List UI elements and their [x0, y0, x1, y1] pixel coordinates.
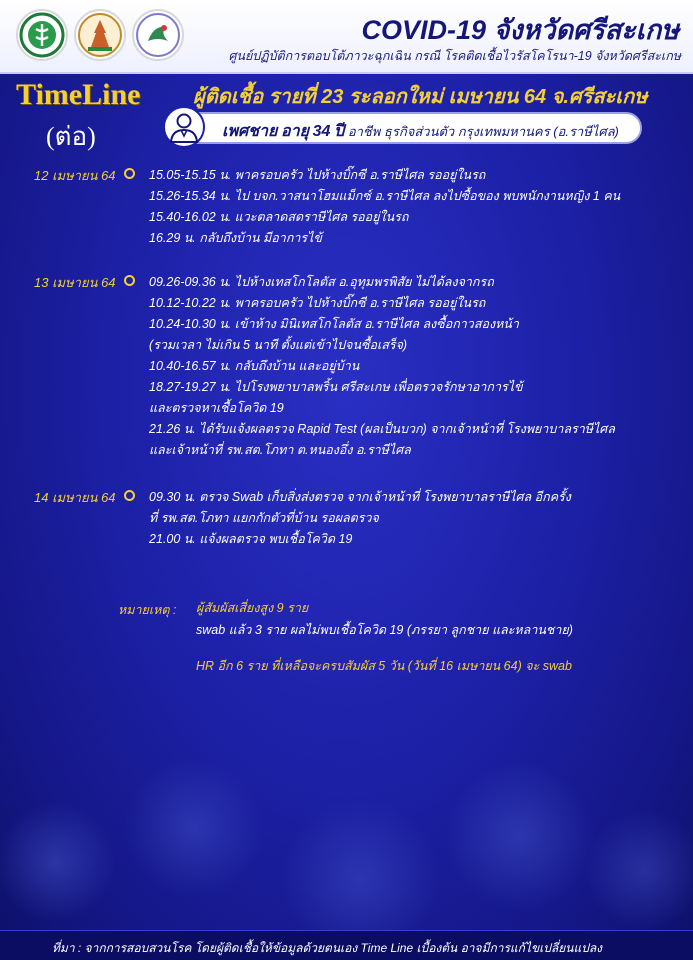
patient-age-label: อายุ	[281, 123, 309, 140]
timeline-event: 16.29 น. กลับถึงบ้าน มีอาการไข้	[149, 231, 322, 245]
timeline-event: 10.24-10.30 น. เข้าห้าง มินิเทสโกโลตัส อ.ราษีไศล ลงซื้อกาวสองหน้า	[149, 317, 519, 331]
timeline-event: และเจ้าหน้าที่ รพ.สต.โภทา ต.หนองอึ่ง อ.ราษีไศล	[149, 443, 411, 457]
timeline-event: 18.27-19.27 น. ไปโรงพยาบาลพริ้น ศรีสะเกษ เพื่อตรวจรักษาอาการไข้	[149, 380, 523, 394]
moph-logo-icon	[16, 9, 68, 61]
timeline-event: ที่ รพ.สต.โภทา แยกกักตัวที่บ้าน รอผลตรวจ	[149, 511, 379, 525]
timeline-event: 09.26-09.36 น. ไปห้างเทสโกโลตัส อ.อุทุมพรพิสัย ไม่ได้ลงจากรถ	[149, 275, 494, 289]
timeline-events	[149, 165, 689, 249]
timeline-dot-icon	[124, 275, 135, 286]
timeline-date: 12 เมษายน 64	[34, 168, 116, 183]
timeline-event: 21.00 น. แจ้งผลตรวจ พบเชื้อโควิด 19	[149, 532, 353, 546]
page-title: COVID-19 จังหวัดศรีสะเกษ	[361, 15, 679, 45]
note-line: swab แล้ว 3 ราย ผลไม่พบเชื้อโควิด 19 (ภรรยา ลูกชาย และหลานชาย)	[196, 623, 573, 637]
timeline-events	[149, 487, 689, 550]
health-office-logo-icon	[132, 9, 184, 61]
province-seal-icon	[74, 9, 126, 61]
timeline-event: 10.12-10.22 น. พาครอบครัว ไปห้างบิ๊กซี อ.ราษีไศล รออยู่ในรถ	[149, 296, 486, 310]
note-line: ผู้สัมผัสเสี่ยงสูง 9 ราย	[196, 601, 309, 615]
header	[0, 0, 693, 74]
person-avatar-icon	[163, 106, 205, 148]
patient-age-unit: ปี	[334, 123, 345, 140]
timeline-title: TimeLine	[16, 78, 141, 111]
page-subtitle: ศูนย์ปฏิบัติการตอบโต้ภาวะฉุกเฉิน กรณี โรคติดเชื้อไวรัสโคโรนา-19 จังหวัดศรีสะเกษ	[228, 49, 681, 63]
patient-occupation: อาชีพ ธุรกิจส่วนตัว กรุงเทพมหานคร (อ.ราษีไศล)	[347, 124, 619, 139]
timeline-date: 14 เมษายน 64	[34, 490, 116, 505]
patient-sex: เพศชาย	[222, 123, 278, 140]
patient-age: 34	[312, 123, 331, 140]
timeline-dot-icon	[124, 168, 135, 179]
timeline-event: 21.26 น. ได้รับแจ้งผลตรวจ Rapid Test (ผลเป็นบวก) จากเจ้าหน้าที่ โรงพยาบาลราษีไศล	[149, 422, 615, 436]
timeline-date: 13 เมษายน 64	[34, 275, 116, 290]
timeline-event: 15.40-16.02 น. แวะตลาดสดราษีไศล รออยู่ในรถ	[149, 210, 409, 224]
background-texture	[0, 760, 693, 930]
notes	[196, 597, 676, 677]
patient-case-title: ผู้ติดเชื้อ รายที่ 23 ระลอกใหม่ เมษายน 64 จ.ศรีสะเกษ	[193, 86, 648, 108]
timeline-event: และตรวจหาเชื้อโควิด 19	[149, 401, 284, 415]
timeline-event: 09.30 น. ตรวจ Swab เก็บสิ่งส่งตรวจ จากเจ้าหน้าที่ โรงพยาบาลราษีไศล อีกครั้ง	[149, 490, 571, 504]
timeline-event: 10.40-16.57 น. กลับถึงบ้าน และอยู่บ้าน	[149, 359, 360, 373]
timeline-event: 15.05-15.15 น. พาครอบครัว ไปห้างบิ๊กซี อ.ราษีไศล รออยู่ในรถ	[149, 168, 486, 182]
timeline-dot-icon	[124, 490, 135, 501]
timeline-event: 15.26-15.34 น. ไป บจก.วาสนาโฮมแม็กซ์ อ.ราษีไศล ลงไปซื้อของ พบพนักงานหญิง 1 คน	[149, 189, 621, 203]
footer-source-text: ที่มา : จากการสอบสวนโรค โดยผู้ติดเชื้อให้ข้อมูลด้วยตนเอง Time Line เบื้องต้น อาจมีการแก้ไขเปลี่ยนแปลง	[52, 941, 603, 955]
timeline-event: (รวมเวลา ไม่เกิน 5 นาที ตั้งแต่เข้าไปจนซื้อเสร็จ)	[149, 338, 408, 352]
timeline-continued-label: (ต่อ)	[46, 122, 96, 151]
notes-label: หมายเหตุ :	[118, 603, 177, 617]
footer	[0, 930, 693, 960]
note-line: HR อีก 6 ราย ที่เหลือจะครบสัมผัส 5 วัน (วันที่ 16 เมษายน 64) จะ swab	[196, 659, 572, 673]
patient-info	[222, 119, 619, 144]
timeline-events	[149, 272, 689, 461]
